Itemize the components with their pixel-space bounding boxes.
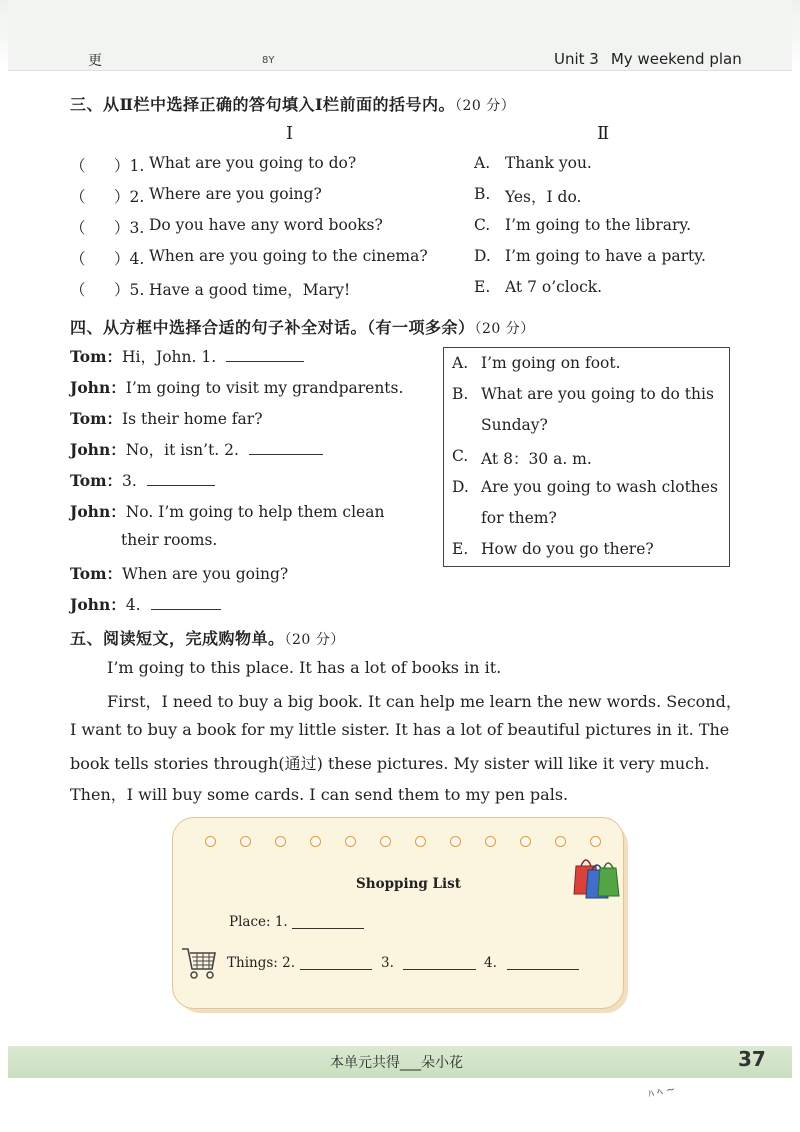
option-letter: B.: [452, 385, 469, 403]
option-text: for them?: [481, 509, 557, 527]
option-text: At 8：30 a. m.: [481, 450, 592, 468]
dialogue-line: [70, 376, 403, 398]
passage-line: First，I need to buy a big book. It can help me learn the new words. Second，: [107, 692, 742, 711]
question-text: Where are you going?: [149, 185, 322, 203]
binder-ring: [275, 836, 286, 847]
answer-bracket[interactable]: （: [70, 250, 86, 268]
binder-ring: [310, 836, 321, 847]
binder-ring: [240, 836, 251, 847]
dialogue-line: [121, 531, 217, 549]
question-number: ）3.: [114, 219, 145, 237]
shopping-bags-icon: [570, 852, 622, 900]
speaker-name: John: [70, 440, 111, 459]
speaker-name: John: [70, 595, 111, 614]
dialogue-text: I’m going to visit my grandparents.: [125, 379, 404, 397]
answer-bracket[interactable]: （: [70, 219, 86, 237]
column-1-header: Ⅰ: [286, 123, 294, 144]
binder-ring: [590, 836, 601, 847]
option-letter: A.: [452, 354, 469, 372]
dialogue-line: [70, 345, 304, 367]
answer-text: At 7 o’clock.: [505, 278, 603, 296]
answer-letter: C.: [474, 216, 491, 234]
binder-ring: [485, 836, 496, 847]
binder-ring: [205, 836, 216, 847]
option-text: Are you going to wash clothes: [481, 478, 718, 496]
speaker-colon: ：: [110, 502, 126, 521]
speaker-name: Tom: [70, 347, 107, 366]
dialogue-text: Is their home far?: [122, 410, 263, 428]
unit-heading: [554, 50, 742, 68]
dialogue-text: No. I’m going to help them clean: [125, 503, 385, 521]
place-blank[interactable]: [292, 914, 364, 929]
option-text: I’m going on foot.: [481, 354, 621, 372]
dialogue-text: When are you going?: [122, 565, 289, 583]
option-text: What are you going to do this: [481, 385, 714, 403]
dialogue-text: 4.: [125, 596, 141, 614]
option-letter: E.: [452, 540, 469, 558]
passage-line: Then，I will buy some cards. I can send them to my pen pals.: [70, 785, 569, 804]
option-text: How do you go there?: [481, 540, 654, 558]
section3-title-text: 三、从Ⅱ栏中选择正确的答句填入Ⅰ栏前面的括号内。: [70, 95, 455, 114]
speaker-colon: ：: [110, 378, 126, 397]
speaker-colon: ：: [106, 347, 123, 366]
dialogue-line: [70, 500, 384, 522]
dialogue-blank[interactable]: [226, 349, 304, 362]
speaker-name: Tom: [70, 471, 107, 490]
speaker-name: Tom: [70, 564, 107, 583]
answer-text: I’m going to have a party.: [505, 247, 706, 265]
passage-line: book tells stories through(通过) these pictures. My sister will like it very much.: [70, 754, 710, 773]
section5-title-text: 五、阅读短文，完成购物单。: [70, 629, 285, 648]
item-3-blank[interactable]: [403, 955, 476, 970]
question-number: ）4.: [114, 250, 145, 268]
answer-letter: D.: [474, 247, 491, 265]
section5-score: （20 分）: [284, 632, 345, 648]
item-4-blank[interactable]: [507, 955, 579, 970]
answer-letter: E.: [474, 278, 491, 296]
speaker-name: Tom: [70, 409, 107, 428]
binder-ring: [415, 836, 426, 847]
option-letter: D.: [452, 478, 469, 496]
things-label: Things: 2.: [227, 955, 296, 971]
section3-title: [70, 92, 515, 115]
question-number: ）2.: [114, 188, 145, 206]
page-number: 37: [738, 1047, 766, 1071]
dialogue-line: [70, 438, 323, 460]
speaker-colon: ：: [106, 564, 123, 583]
header-code: 8Y: [262, 55, 275, 66]
dialogue-blank[interactable]: [151, 597, 221, 610]
speaker-colon: ：: [106, 471, 123, 490]
speaker-colon: ：: [110, 595, 126, 614]
header-left-char: 更: [88, 53, 102, 69]
question-text: Do you have any word books?: [149, 216, 383, 234]
section4-title: [70, 315, 535, 338]
speaker-name: John: [70, 378, 111, 397]
question-text: What are you going to do?: [149, 154, 357, 172]
section4-title-text: 四、从方框中选择合适的句子补全对话。（有一项多余）: [70, 318, 475, 337]
binder-ring: [345, 836, 356, 847]
section5-title: [70, 626, 345, 649]
passage-line: I want to buy a book for my little sister. It has a lot of beautiful pictures in it. The: [70, 720, 730, 739]
binder-ring: [380, 836, 391, 847]
dialogue-blank[interactable]: [249, 442, 323, 455]
column-2-header: Ⅱ: [597, 123, 610, 144]
question-text: Have a good time，Mary!: [149, 281, 351, 299]
item-2-blank[interactable]: [300, 955, 372, 970]
unit-title: My weekend plan: [610, 50, 742, 68]
answer-text: Yes，I do.: [505, 188, 582, 206]
option-text: Sunday?: [481, 416, 548, 434]
binder-ring: [450, 836, 461, 847]
section4-score: （20 分）: [474, 321, 535, 337]
passage-line: I’m going to this place. It has a lot of books in it.: [107, 658, 502, 677]
answer-bracket[interactable]: （: [70, 157, 86, 175]
shopping-cart-icon: [180, 945, 218, 981]
place-label: Place: 1.: [229, 914, 288, 930]
question-text: When are you going to the cinema?: [149, 247, 428, 265]
dialogue-line: [70, 469, 215, 491]
dialogue-line: [70, 562, 288, 584]
binder-ring: [520, 836, 531, 847]
speaker-colon: ：: [106, 409, 123, 428]
pencil-scribble: ﾊ ﾍ ~: [647, 1082, 677, 1101]
speaker-name: John: [70, 502, 111, 521]
answer-letter: B.: [474, 185, 491, 203]
dialogue-line: [70, 593, 221, 615]
unit-number: Unit 3: [554, 50, 599, 68]
dialogue-text: their rooms.: [121, 531, 218, 549]
dialogue-text: No，it isn’t. 2.: [125, 441, 239, 459]
option-letter: C.: [452, 447, 469, 465]
answer-bracket[interactable]: （: [70, 188, 86, 206]
speaker-colon: ：: [110, 440, 126, 459]
section3-score: （20 分）: [454, 98, 516, 114]
dialogue-blank[interactable]: [147, 473, 215, 486]
answer-bracket[interactable]: （: [70, 281, 86, 299]
question-number: ）5.: [114, 281, 145, 299]
dialogue-line: [70, 407, 263, 429]
dialogue-text: 3.: [122, 472, 137, 490]
footer-text: 本单元共得___朵小花: [330, 1055, 463, 1071]
dialogue-text: Hi，John. 1.: [122, 348, 217, 366]
answer-letter: A.: [474, 154, 491, 172]
binder-ring: [555, 836, 566, 847]
question-number: ）1.: [114, 157, 145, 175]
item-3-label: 3.: [381, 955, 394, 971]
item-4-label: 4.: [484, 955, 497, 971]
answer-text: I’m going to the library.: [505, 216, 692, 234]
answer-text: Thank you.: [505, 154, 592, 172]
shopping-list-title: Shopping List: [356, 876, 461, 892]
